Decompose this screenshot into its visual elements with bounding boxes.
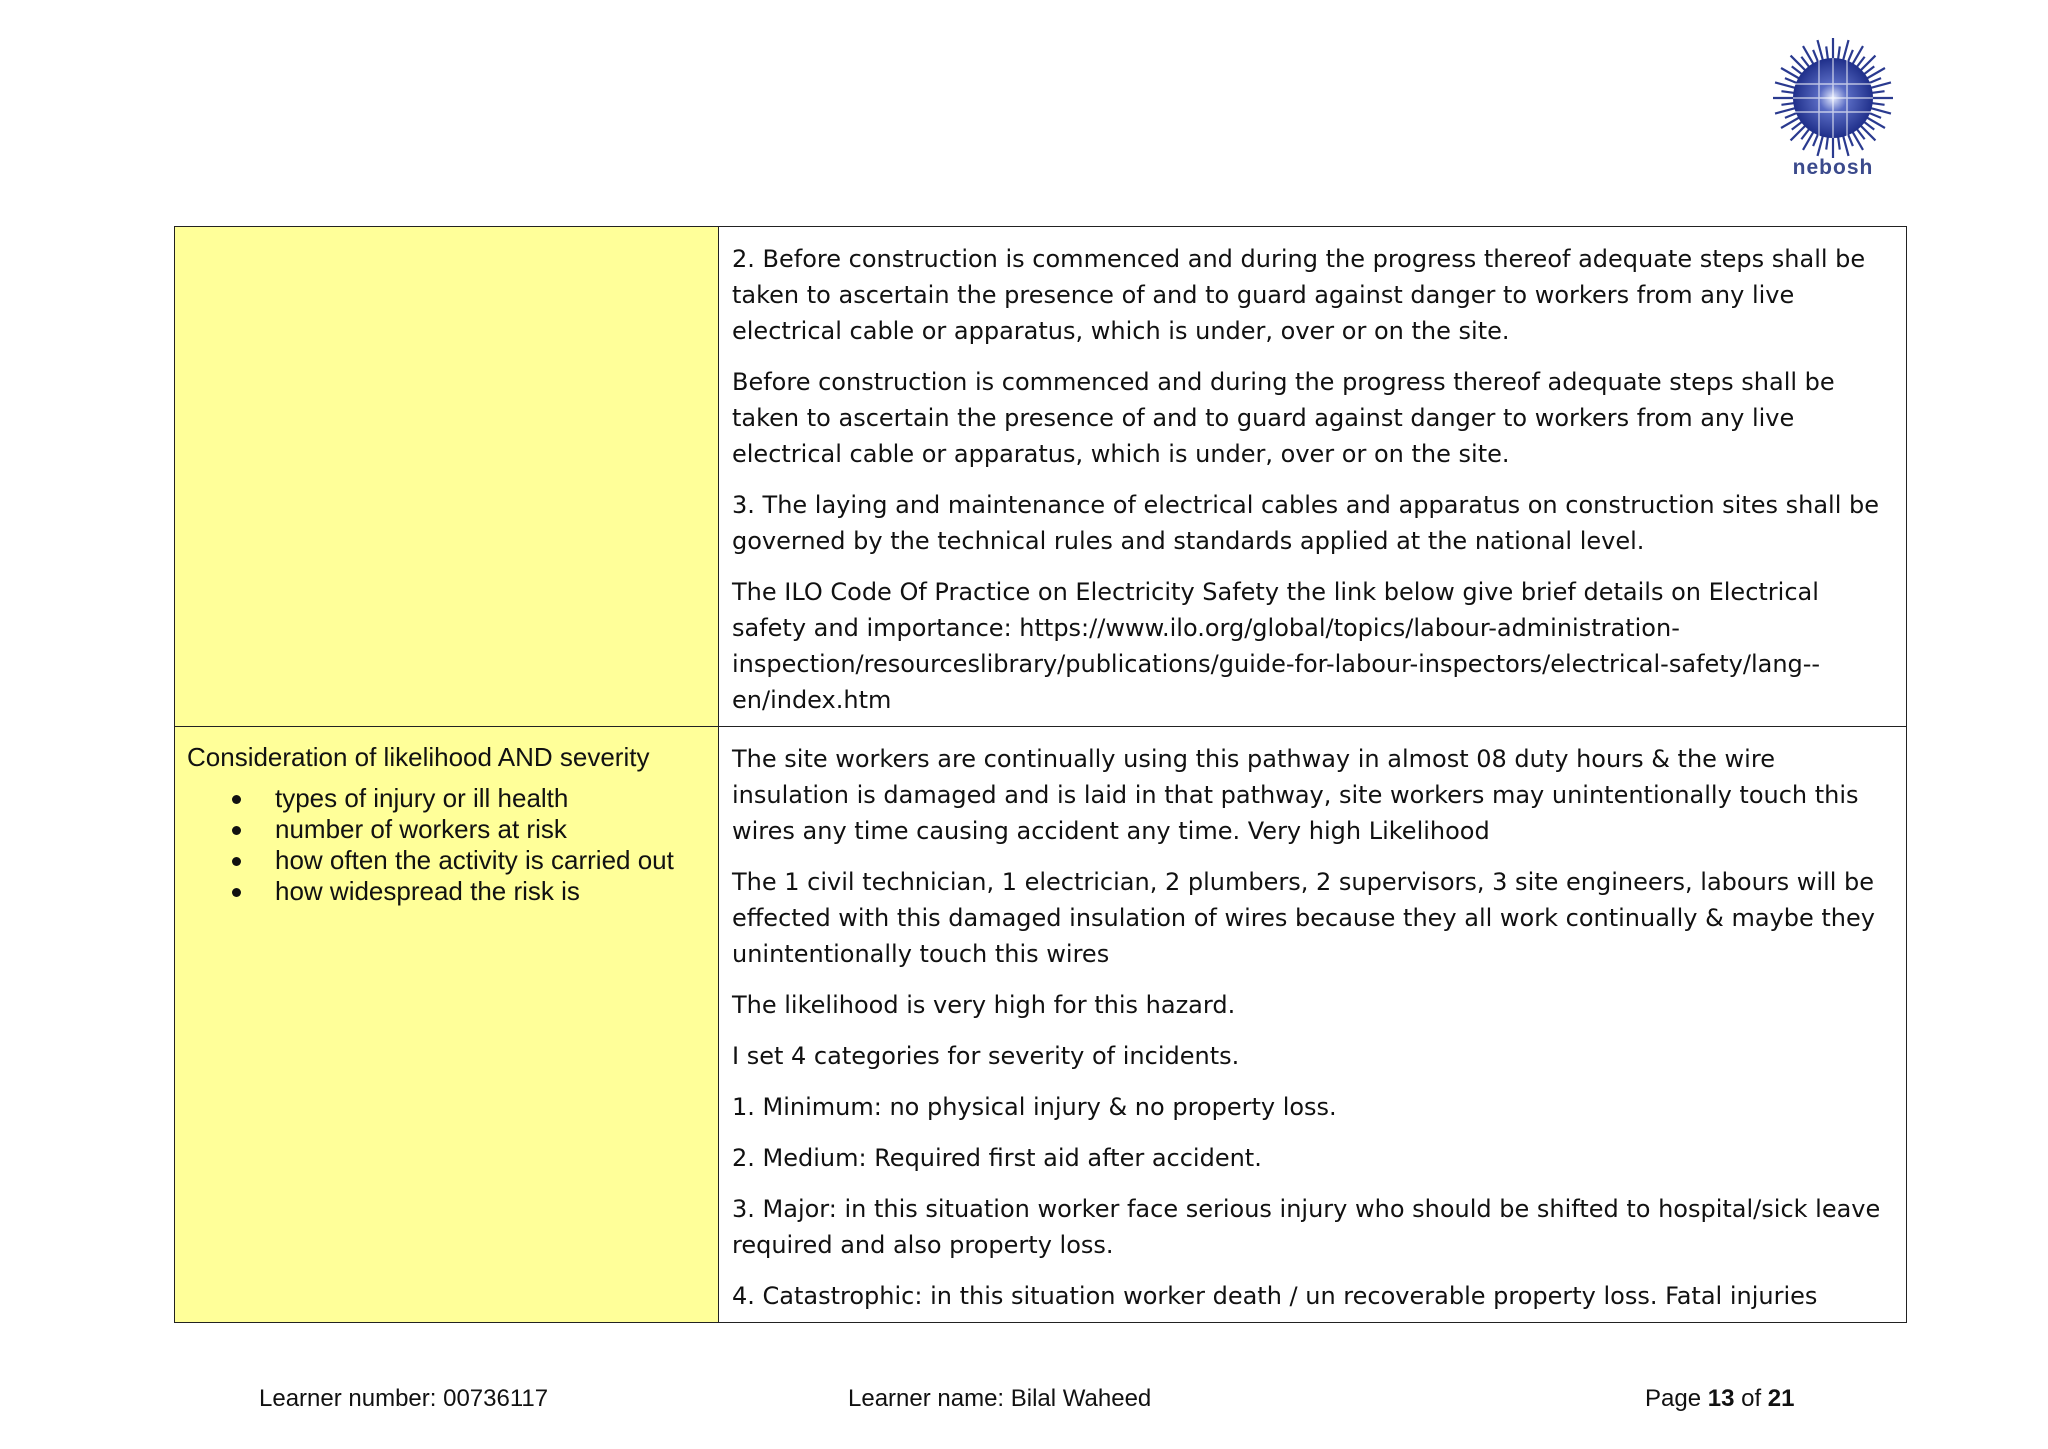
table-row bbox=[175, 227, 1907, 727]
paragraph: 3. Major: in this situation worker face serious injury who should be shifted to hospital/sick leave required and also property loss. bbox=[732, 1195, 1881, 1259]
learner-number: Learner number: 00736117 bbox=[259, 1385, 549, 1412]
bullet-icon bbox=[232, 795, 241, 804]
page-prefix: Page bbox=[1645, 1385, 1708, 1412]
bullet-icon bbox=[232, 857, 241, 866]
list-item-text: number of workers at risk bbox=[275, 814, 567, 844]
page-indicator bbox=[1645, 1385, 1794, 1413]
page-mid: of bbox=[1734, 1385, 1768, 1412]
assessment-table bbox=[174, 226, 1907, 1323]
paragraph: 4. Catastrophic: in this situation worker death / un recoverable property loss. Fatal injuries bbox=[732, 1282, 1818, 1310]
paragraph: The 1 civil technician, 1 electrician, 2 plumbers, 2 supervisors, 3 site engineers, labours will be effected with this damaged insulation of wires because they all work continually & maybe they unintentionally touch this wires bbox=[732, 868, 1875, 968]
paragraph: 1. Minimum: no physical injury & no property loss. bbox=[732, 1093, 1337, 1121]
ilo-paragraph: The ILO Code Of Practice on Electricity Safety the link below give brief details on Electrical safety and importance: https://www.ilo.org/global/topics/labour-administration-inspection/resourceslibrary/publications/guide-for-labour-inspectors/electrical-safety/lang--en/index.htm bbox=[732, 578, 1821, 714]
right-cell-assessment bbox=[719, 727, 1907, 1323]
bullet-icon bbox=[232, 888, 241, 897]
paragraph: The likelihood is very high for this hazard. bbox=[732, 991, 1236, 1019]
left-cell-empty bbox=[175, 227, 719, 727]
left-cell-criteria bbox=[175, 727, 719, 1323]
page-total: 21 bbox=[1767, 1385, 1795, 1412]
list-item-text: how often the activity is carried out bbox=[275, 845, 674, 875]
paragraph: Before construction is commenced and during the progress thereof adequate steps shall be taken to ascertain the presence of and to guard against danger to workers from any live electrical cable or apparatus, which is under, over or on the site. bbox=[732, 368, 1835, 468]
paragraph: 3. The laying and maintenance of electrical cables and apparatus on construction sites shall be governed by the technical rules and standards applied at the national level. bbox=[732, 491, 1880, 555]
learner-name: Learner name: Bilal Waheed bbox=[848, 1385, 1152, 1412]
list-item bbox=[187, 876, 706, 907]
table-row bbox=[175, 727, 1907, 1323]
list-item bbox=[187, 783, 706, 814]
page-current: 13 bbox=[1707, 1385, 1735, 1412]
logo-text: nebosh bbox=[1792, 156, 1874, 179]
list-item bbox=[187, 845, 706, 876]
criteria-list bbox=[187, 783, 706, 907]
paragraph: 2. Before construction is commenced and during the progress thereof adequate steps shall be taken to ascertain the presence of and to guard against danger to workers from any live electrical cable or apparatus, which is under, over or on the site. bbox=[732, 245, 1866, 345]
bullet-icon bbox=[232, 826, 241, 835]
paragraph: The site workers are continually using this pathway in almost 08 duty hours & the wire insulation is damaged and is laid in that pathway, site workers may unintentionally touch this wires any time causing accident any time. Very high Likelihood bbox=[732, 745, 1859, 845]
paragraph: 2. Medium: Required first aid after accident. bbox=[732, 1144, 1262, 1172]
list-item bbox=[187, 814, 706, 845]
right-cell-legislation bbox=[719, 227, 1907, 727]
criteria-title: Consideration of likelihood AND severity bbox=[187, 742, 650, 772]
list-item-text: how widespread the risk is bbox=[275, 876, 580, 906]
paragraph: I set 4 categories for severity of incidents. bbox=[732, 1042, 1240, 1070]
list-item-text: types of injury or ill health bbox=[275, 783, 569, 813]
